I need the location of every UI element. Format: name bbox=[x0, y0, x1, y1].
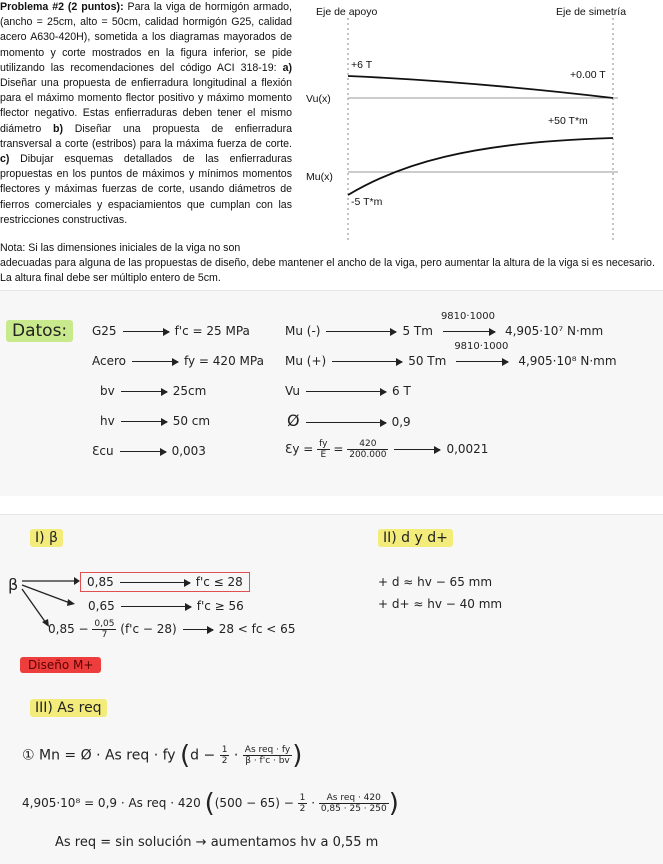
equation-1: ① Mn = Ø · As req · fy (d − $\frac{1}{2}$ · $\frac{\text{As req · fy}}{\beta \cdot f'c \cdot bv}$ ) bbox=[22, 740, 303, 771]
equation-2: 4,905·10⁸ = 0,9 · As req · 420 ((500 − 65) − $\frac{1}{2}$ · $\frac{\text{As req · 420}}{0,85 \cdot 25 \cdot 250}$ ) bbox=[22, 788, 399, 819]
datos-row-mu-neg: Mu (-) 5 Tm 9810·1000 4,905·10⁷ N·mm bbox=[285, 311, 604, 338]
datos-row-hv: hv 50 cm bbox=[100, 414, 211, 428]
part-b-text: Diseñar una propuesta de enfierradura transversal a corte (estribos) para la máxima fuerza de corte. bbox=[0, 122, 292, 150]
beta-case-2: 0,65 f'c ≥ 56 bbox=[88, 599, 244, 613]
part-c-label: c) bbox=[0, 153, 10, 166]
section-iii-heading: III) As req bbox=[30, 700, 107, 716]
d-plus-approx: + d+ ≈ hv − 40 mm bbox=[378, 597, 503, 611]
problem-body-a: (ancho = 25cm, alto = 50cm, calidad hormigón G25, calidad acero A630-420H), sometida a los diagramas mayorados de momento y corte mostrados en la figura inferior, se pide utilizando las recomendaciones del código ACI 318-19: bbox=[0, 16, 292, 74]
datos-row-ecu: Ɛcu 0,003 bbox=[92, 444, 206, 458]
beta-case-3: 0,85 − $\frac{0,05}{7}$ (f'c − 28) 28 < fc < 65 bbox=[48, 619, 296, 640]
datos-row-acero: Acero fy = 420 MPa bbox=[92, 354, 264, 368]
shear-left-value: +6 T bbox=[351, 59, 373, 71]
problem-note bbox=[0, 241, 663, 287]
datos-row-phi: Ø 0,9 bbox=[287, 411, 411, 430]
part-a-text: Diseñar una propuesta de enfierradura longitudinal a flexión para el máximo momento flector positivo y máximo momento flector negativo. Estas enfierraduras deben tener el mismo diámetro bbox=[0, 77, 292, 135]
datos-row-g25: G25 f'c = 25 MPa bbox=[92, 324, 250, 338]
note-rest: adecuadas para alguna de las propuestas de diseño, debe mantener el ancho de la viga, pero aumentar la altura de la viga si es necesario. La altura final debe ser múltiplo entero de 5cm. bbox=[0, 257, 655, 285]
note-first-line: Nota: Si las dimensiones iniciales de la viga no son bbox=[0, 242, 241, 254]
datos-row-bv: bv 25cm bbox=[100, 384, 207, 398]
problem-line1: Para la viga de hormigón armado, bbox=[123, 1, 293, 13]
problem-heading: Problema #2 (2 puntos): bbox=[0, 1, 124, 13]
moment-axis-label: Mu(x) bbox=[306, 171, 333, 183]
part-c-text: Dibujar esquemas detallados de las enfierraduras propuestas en los puntos de máximos y mínimos momentos flectores y máximas fuerzas de corte, usando diámetros de fierros comerciales y espaciamientos que cumplan con las restricciones constructivas. bbox=[0, 153, 292, 226]
d-approx: + d ≈ hv − 65 mm bbox=[378, 575, 493, 589]
design-mplus-label: Diseño M+ bbox=[20, 658, 101, 672]
shear-axis-label: Vu(x) bbox=[306, 93, 331, 105]
section-i-heading: I) β bbox=[30, 530, 63, 546]
datos-row-mu-pos: Mu (+) 50 Tm 9810·1000 4,905·10⁸ N·mm bbox=[285, 341, 617, 368]
notes-design bbox=[0, 514, 663, 864]
support-label: Eje de apoyo bbox=[316, 6, 378, 18]
part-a-label: a) bbox=[282, 61, 292, 74]
beta-case-1: 0,85 f'c ≤ 28 bbox=[80, 572, 250, 592]
symmetry-label: Eje de simetría bbox=[556, 6, 627, 18]
datos-title: Datos: bbox=[6, 321, 73, 341]
moment-right-value: +50 T*m bbox=[548, 115, 588, 127]
notes-datos bbox=[0, 290, 663, 496]
section-ii-heading: II) d y d+ bbox=[378, 530, 453, 546]
shear-moment-diagram bbox=[298, 0, 663, 245]
equation-3: As req = sin solución → aumentamos hv a 0,55 m bbox=[55, 835, 379, 850]
beta-symbol: β bbox=[8, 575, 19, 594]
moment-left-value: -5 T*m bbox=[351, 196, 383, 208]
datos-row-vu: Vu 6 T bbox=[285, 384, 411, 398]
shear-right-value: +0.00 T bbox=[570, 69, 606, 81]
part-b-label: b) bbox=[52, 122, 63, 135]
problem-statement bbox=[0, 0, 292, 228]
moment-curve bbox=[348, 138, 613, 195]
datos-row-ey: Ɛy = $\frac{fy}{E}$ = $\frac{420}{200.000}$ 0,0021 bbox=[285, 439, 489, 460]
